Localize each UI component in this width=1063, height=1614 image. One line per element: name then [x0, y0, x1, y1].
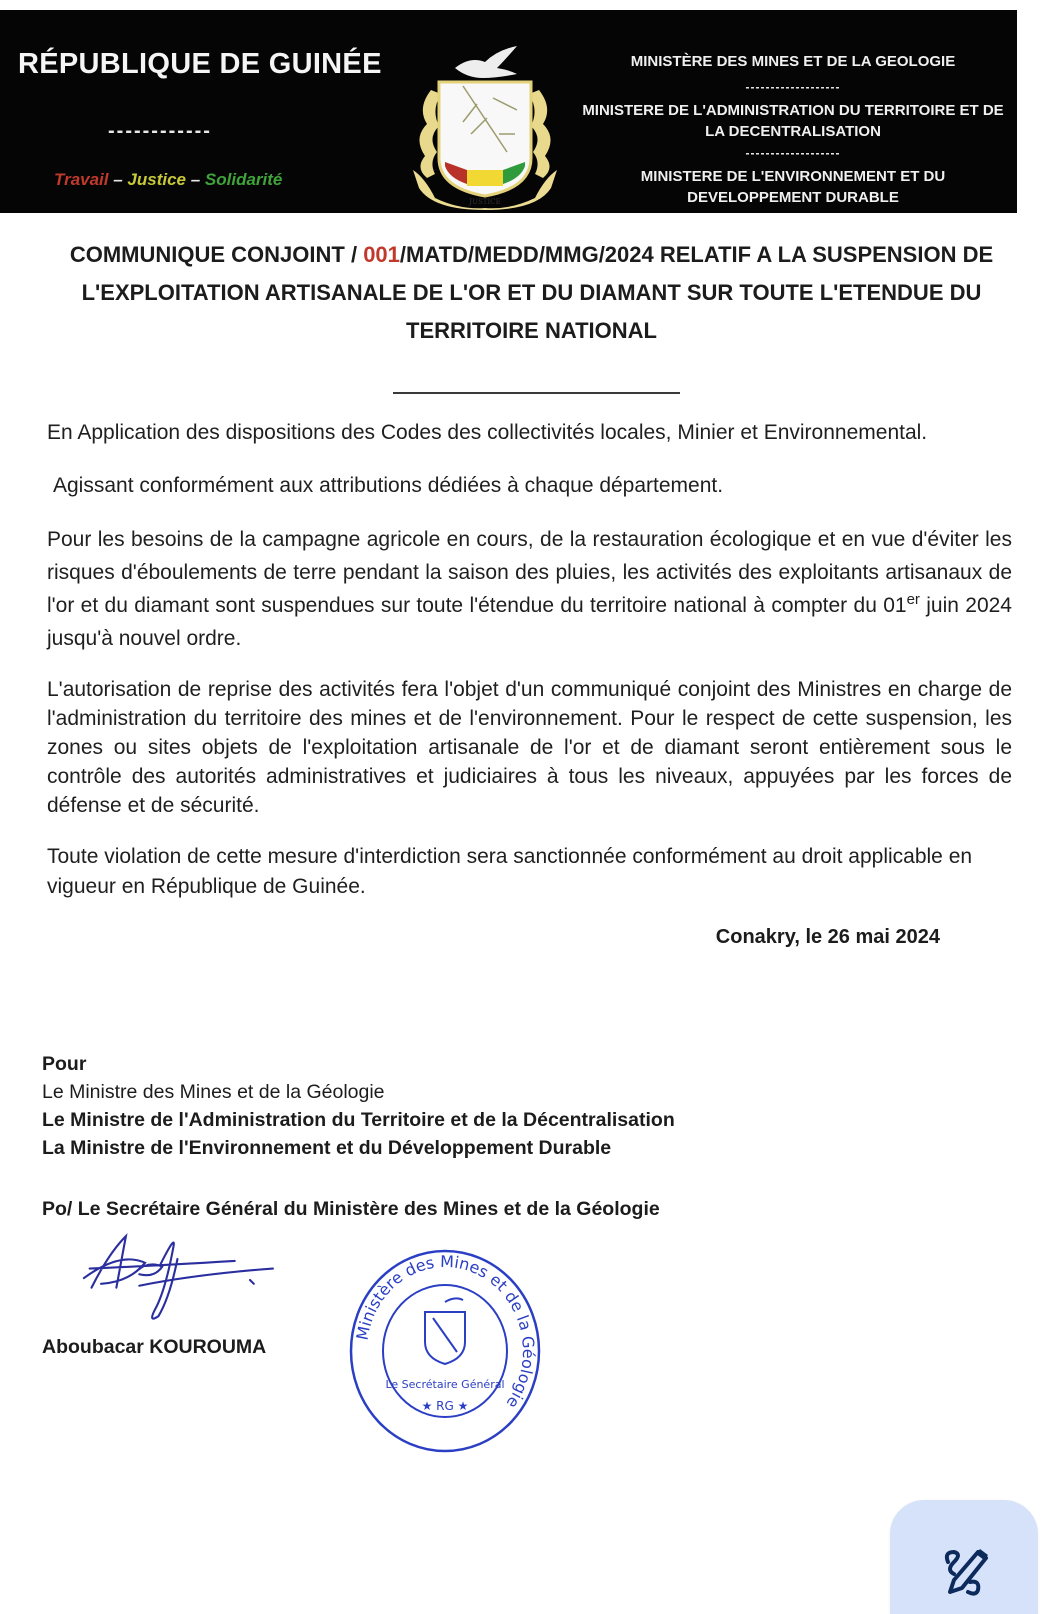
signature-area — [0, 1222, 1063, 1472]
stamp-bottom-text: ★ RG ★ — [421, 1399, 469, 1413]
paragraph-application: En Application des dispositions des Codes des collectivités locales, Minier et Environnemental. — [47, 421, 928, 444]
ministry-environment: MINISTERE DE L'ENVIRONNEMENT ET DU DEVELOPPEMENT DURABLE — [640, 168, 946, 206]
ministry-administration: MINISTERE DE L'ADMINISTRATION DU TERRITOIRE ET DE LA DECENTRALISATION — [582, 102, 1004, 140]
sign-document-button[interactable] — [890, 1500, 1038, 1614]
draw-signature-icon — [934, 1540, 994, 1600]
paragraph-agissant: Agissant conformément aux attributions dédiées à chaque département. — [53, 474, 724, 497]
secretary-general-line: Po/ Le Secrétaire Général du Ministère des Mines et de la Géologie — [42, 1198, 660, 1220]
motto-travail: Travail — [54, 170, 109, 189]
place-date: Conakry, le 26 mai 2024 — [715, 926, 940, 948]
signatory-pour: Pour — [42, 1053, 87, 1075]
stamp-outer-textpath: Ministère des Mines et de la Géologie — [352, 1251, 539, 1412]
ministry-separator: ------------------- — [745, 146, 841, 160]
letterhead-ministries — [578, 10, 1008, 213]
stamp-inner-text: Le Secrétaire Général — [385, 1378, 505, 1391]
motto-justice: Justice — [127, 170, 187, 189]
signatory-environment: La Ministre de l'Environnement et du Développement Durable — [42, 1137, 612, 1159]
official-stamp — [345, 1246, 545, 1456]
signer-name: Aboubacar KOUROUMA — [42, 1336, 267, 1358]
ribbon-justice-text: JUSTICE — [469, 198, 501, 206]
ministry-separator: ------------------- — [745, 80, 841, 94]
signatory-administration: Le Ministre de l'Administration du Territoire et de la Décentralisation — [42, 1109, 675, 1131]
stamp-emblem — [425, 1298, 465, 1364]
title-prefix: COMMUNIQUE CONJOINT / — [69, 242, 364, 267]
handwritten-signature — [82, 1230, 292, 1330]
ordinal-superscript: er — [906, 591, 920, 608]
stamp-inner-ring — [383, 1285, 507, 1417]
letterhead-banner — [0, 10, 1017, 213]
motto-solidarite: Solidarité — [204, 170, 283, 189]
suspension-text-end: juin 2024 jusqu'à nouvel ordre. — [47, 594, 1012, 650]
suspension-text: Pour les besoins de la campagne agricole en cours, de la restauration écologique et en vue d'éviter les risques d'éboulements de terre pendant la saison des pluies, les activités des exploitants artisanaux de l'or et du diamant sont suspendues sur toute l'étendue du territoire national à compter du 01 — [47, 528, 1012, 617]
paragraph-reprise: L'autorisation de reprise des activités fera l'objet d'un communiqué conjoint des Ministres en charge de l'administration du territoire des mines et de l'environnement. Pour le respect de cette suspension, les zones ou sites objets de l'exploitation artisanale de l'or et de diamant seront entièrement sous le contrôle des autorités administratives et judiciaires à tous les niveaux, appuyées par les forces de défense et de sécurité. — [47, 678, 1012, 817]
separator-left: ------------ — [108, 120, 212, 142]
paragraph-sanction: Toute violation de cette mesure d'interdiction sera sanctionnée conformément au droit applicable en vigueur en République de Guinée. — [47, 845, 973, 898]
communique-title — [42, 236, 1022, 350]
document-content — [0, 236, 1063, 1472]
signatories-block — [42, 1050, 1063, 1162]
flag-yellow — [467, 170, 503, 186]
title-divider — [393, 392, 680, 394]
paragraph-suspension — [47, 523, 1012, 655]
national-motto — [54, 170, 282, 190]
signature-stroke — [84, 1236, 273, 1319]
motto-dash: – — [108, 170, 128, 189]
motto-dash: – — [186, 170, 205, 189]
ministry-mines: MINISTÈRE DES MINES ET DE LA GEOLOGIE — [630, 53, 956, 70]
coat-of-arms-emblem — [405, 38, 565, 210]
communique-number: 001 — [363, 242, 400, 267]
title-suffix: /MATD/MEDD/MMG/2024 RELATIF A LA SUSPENSION DE L'EXPLOITATION ARTISANALE DE L'OR ET DU DIAMANT SUR TOUTE L'ETENDUE DU TERRITOIRE NATIONAL — [81, 242, 994, 343]
country-name: RÉPUBLIQUE DE GUINÉE — [18, 48, 382, 80]
dove-shape — [455, 46, 517, 78]
signatory-mines: Le Ministre des Mines et de la Géologie — [42, 1081, 385, 1103]
letterhead-left — [0, 10, 390, 213]
